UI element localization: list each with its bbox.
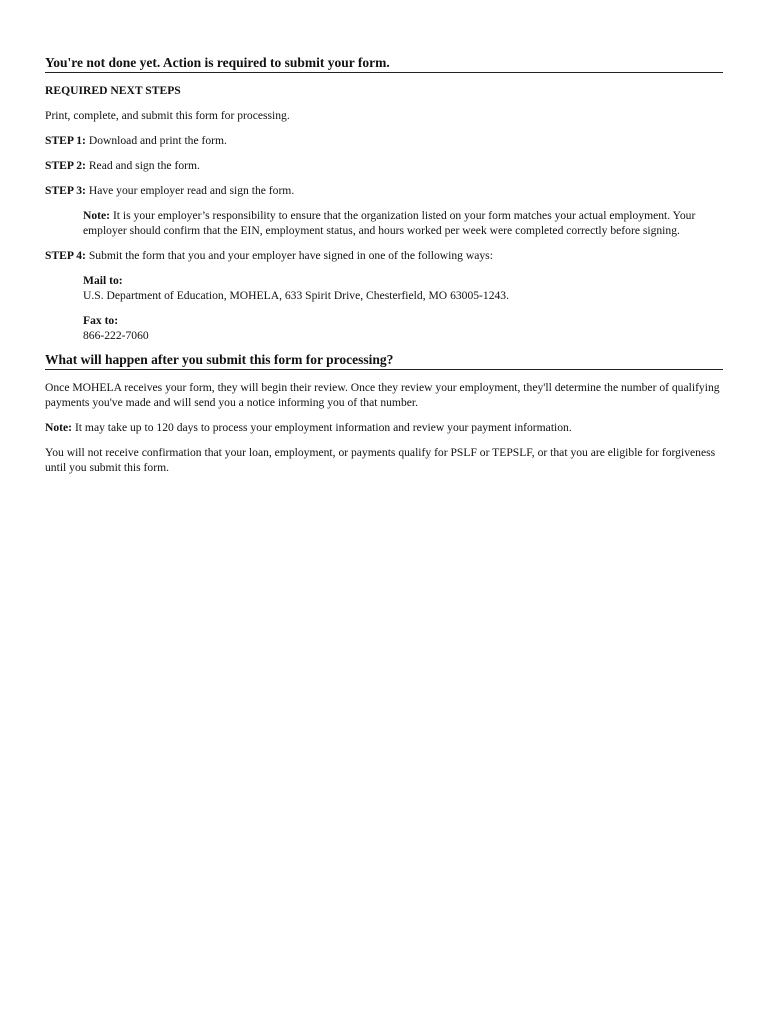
processing-paragraph: Once MOHELA receives your form, they will begin their review. Once they review your employment, they'll determine the number of qualifying payments you've made and will send you a notice informing you of that number. bbox=[45, 381, 720, 409]
step-1 bbox=[45, 133, 723, 148]
step-3 bbox=[45, 183, 723, 198]
step-2-text: Read and sign the form. bbox=[85, 159, 200, 172]
fax-to-block bbox=[45, 313, 723, 343]
step-4 bbox=[45, 248, 723, 263]
fax-to-label: Fax to: bbox=[83, 314, 119, 327]
mail-to-label: Mail to: bbox=[83, 274, 123, 287]
processing-note bbox=[45, 420, 723, 435]
step-4-label: STEP 4: bbox=[45, 249, 86, 262]
step-2-label: STEP 2: bbox=[45, 159, 86, 172]
mail-address: U.S. Department of Education, MOHELA, 633 Spirit Drive, Chesterfield, MO 63005-1243. bbox=[83, 289, 510, 302]
employer-note bbox=[45, 208, 723, 238]
step-4-text: Submit the form that you and your employer have signed in one of the following ways: bbox=[85, 249, 493, 262]
employer-note-label: Note: bbox=[83, 209, 111, 222]
fax-number: 866-222-7060 bbox=[83, 329, 149, 342]
processing-note-text: It may take up to 120 days to process your employment information and review your payment information. bbox=[72, 421, 572, 434]
document-page bbox=[45, 54, 723, 475]
section-title-what-happens: What will happen after you submit this form for processing? bbox=[45, 351, 723, 370]
mail-to-block bbox=[45, 273, 723, 303]
step-2 bbox=[45, 158, 723, 173]
section-title-action-required: You're not done yet. Action is required to submit your form. bbox=[45, 54, 723, 73]
step-1-text: Download and print the form. bbox=[85, 134, 227, 147]
step-1-label: STEP 1: bbox=[45, 134, 86, 147]
step-3-text: Have your employer read and sign the form. bbox=[85, 184, 295, 197]
step-3-label: STEP 3: bbox=[45, 184, 86, 197]
confirmation-paragraph: You will not receive confirmation that your loan, employment, or payments qualify for PSLF or TEPSLF, or that you are eligible for forgiveness until you submit this form. bbox=[45, 446, 716, 474]
processing-note-label: Note: bbox=[45, 421, 73, 434]
intro-text: Print, complete, and submit this form for processing. bbox=[45, 109, 290, 122]
employer-note-text: It is your employer’s responsibility to ensure that the organization listed on your form matches your actual employment. Your employer should confirm that the EIN, employment status, and hours worked per week were completed correctly before signing. bbox=[83, 209, 696, 237]
required-next-steps-heading: REQUIRED NEXT STEPS bbox=[45, 84, 181, 97]
